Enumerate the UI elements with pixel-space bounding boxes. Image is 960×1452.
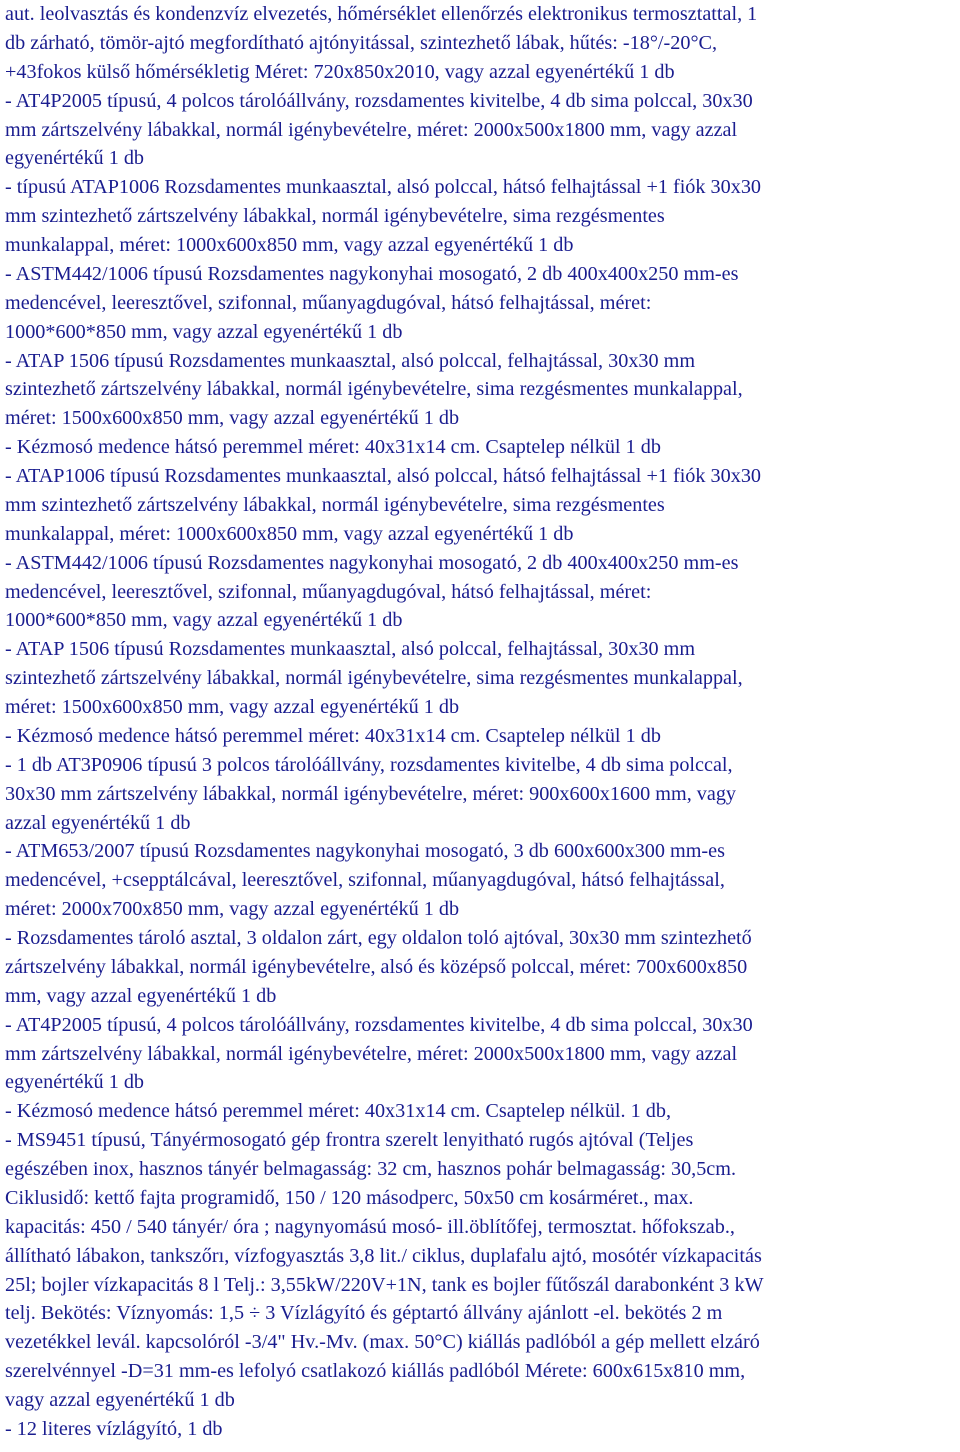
document-line: - ATM653/2007 típusú Rozsdamentes nagykonyhai mosogató, 3 db 600x600x300 mm-es xyxy=(5,840,725,863)
document-line: mm, vagy azzal egyenértékű 1 db xyxy=(5,984,277,1007)
document-line: - ATAP 1506 típusú Rozsdamentes munkaasztal, alsó polccal, felhajtással, 30x30 mm xyxy=(5,349,696,372)
document-line: medencével, leeresztővel, szifonnal, műanyagdugóval, hátsó felhajtással, méret: xyxy=(5,580,652,603)
document-line: egyenértékű 1 db xyxy=(5,147,145,170)
document-line: szintezhető zártszelvény lábakkal, normál igénybevételre, sima rezgésmentes munkalappal, xyxy=(5,667,743,690)
document-line: db zárható, tömör-ajtó megfordítható ajtónyitással, szintezhető lábak, hűtés: -18°/-20°C, xyxy=(5,31,718,54)
document-line: - Kézmosó medence hátsó peremmel méret: 40x31x14 cm. Csaptelep nélkül 1 db xyxy=(5,724,661,747)
document-line: méret: 1500x600x850 mm, vagy azzal egyenértékű 1 db xyxy=(5,696,460,718)
document-line: vezetékkel levál. kapcsolóról -3/4" Hv.-Mv. (max. 50°C) kiállás padlóból a gép mellett elzáró xyxy=(5,1331,760,1354)
document-line: - AT4P2005 típusú, 4 polcos tárolóállvány, rozsdamentes kivitelbe, 4 db sima polccal, 30x30 xyxy=(5,89,753,112)
document-line: egyenértékű 1 db xyxy=(5,1071,145,1094)
document-line: 1000*600*850 mm, vagy azzal egyenértékű 1 db xyxy=(5,320,403,343)
document-line: szerelvénnyel -D=31 mm-es lefolyó csatlakozó kiállás padlóból Mérete: 600x615x810 mm, xyxy=(5,1360,746,1383)
document-line: méret: 2000x700x850 mm, vagy azzal egyenértékű 1 db xyxy=(5,898,460,921)
document-line: Ciklusidő: kettő fajta programidő, 150 / 120 másodperc, 50x50 cm kosárméret., max. xyxy=(5,1186,694,1209)
document-line: - MS9451 típusú, Tányérmosogató gép frontra szerelt lenyitható rugós ajtóval (Teljes xyxy=(5,1129,694,1152)
document-line: +43fokos külső hőmérsékletig Méret: 720x850x2010, vagy azzal egyenértékű 1 db xyxy=(5,60,675,83)
document-line: telj. Bekötés: Víznyomás: 1,5 ÷ 3 Vízlágyító és géptartó állvány ajánlott -el. bekötés 2 m xyxy=(5,1302,723,1325)
document-line: aut. leolvasztás és kondenzvíz elvezetés, hőmérséklet ellenőrzés elektronikus termosztattal, 1 xyxy=(5,3,758,25)
document-body xyxy=(5,0,957,1444)
document-line: méret: 1500x600x850 mm, vagy azzal egyenértékű 1 db xyxy=(5,407,460,430)
document-line: munkalappal, méret: 1000x600x850 mm, vagy azzal egyenértékű 1 db xyxy=(5,234,574,256)
document-line: munkalappal, méret: 1000x600x850 mm, vagy azzal egyenértékű 1 db xyxy=(5,522,574,545)
document-line: - Rozsdamentes tároló asztal, 3 oldalon zárt, egy oldalon toló ajtóval, 30x30 mm szintezhető xyxy=(5,927,752,949)
document-line: medencével, +csepptálcával, leeresztővel, szifonnal, műanyagdugóval, hátsó felhajtással, xyxy=(5,869,725,892)
document-line: - ASTM442/1006 típusú Rozsdamentes nagykonyhai mosogató, 2 db 400x400x250 mm-es xyxy=(5,262,739,285)
document-line: - Kézmosó medence hátsó peremmel méret: 40x31x14 cm. Csaptelep nélkül 1 db xyxy=(5,436,661,459)
document-line: szintezhető zártszelvény lábakkal, normál igénybevételre, sima rezgésmentes munkalappal, xyxy=(5,378,743,401)
document-line: zártszelvény lábakkal, normál igénybevételre, alsó és középső polccal, méret: 700x600x850 xyxy=(5,955,748,978)
document-line: mm zártszelvény lábakkal, normál igénybevételre, méret: 2000x500x1800 mm, vagy azzal xyxy=(5,118,738,141)
document-line: mm szintezhető zártszelvény lábakkal, normál igénybevételre, sima rezgésmentes xyxy=(5,493,665,516)
document-line: - ASTM442/1006 típusú Rozsdamentes nagykonyhai mosogató, 2 db 400x400x250 mm-es xyxy=(5,551,739,574)
document-line: - AT4P2005 típusú, 4 polcos tárolóállvány, rozsdamentes kivitelbe, 4 db sima polccal, 30x30 xyxy=(5,1013,753,1036)
document-line: 1000*600*850 mm, vagy azzal egyenértékű 1 db xyxy=(5,609,403,632)
document-line: mm szintezhető zártszelvény lábakkal, normál igénybevételre, sima rezgésmentes xyxy=(5,205,665,228)
document-line: vagy azzal egyenértékű 1 db xyxy=(5,1389,235,1411)
document-line: medencével, leeresztővel, szifonnal, műanyagdugóval, hátsó felhajtással, méret: xyxy=(5,291,652,314)
document-line: állítható lábakon, tankszőrı, vízfogyasztás 3,8 lit./ ciklus, duplafalu ajtó, mosótér vízkapacitás xyxy=(5,1244,762,1267)
document-line: - 1 db AT3P0906 típusú 3 polcos tárolóállvány, rozsdamentes kivitelbe, 4 db sima polccal, xyxy=(5,753,733,776)
document-line: - típusú ATAP1006 Rozsdamentes munkaasztal, alsó polccal, hátsó felhajtással +1 fiók 30x30 xyxy=(5,176,762,199)
document-line: - 12 literes vízlágyító, 1 db xyxy=(5,1417,223,1440)
document-line: egészében inox, hasznos tányér belmagasság: 32 cm, hasznos pohár belmagasság: 30,5cm. xyxy=(5,1158,737,1180)
document-line: - Kézmosó medence hátsó peremmel méret: 40x31x14 cm. Csaptelep nélkül. 1 db, xyxy=(5,1100,672,1123)
document-line: - ATAP1006 típusú Rozsdamentes munkaasztal, alsó polccal, hátsó felhajtással +1 fiók 30x30 xyxy=(5,465,762,487)
document-line: mm zártszelvény lábakkal, normál igénybevételre, méret: 2000x500x1800 mm, vagy azzal xyxy=(5,1042,738,1065)
document-line: 30x30 mm zártszelvény lábakkal, normál igénybevételre, méret: 900x600x1600 mm, vagy xyxy=(5,782,737,805)
document-line: kapacitás: 450 / 540 tányér/ óra ; nagynyomású mosó- ill.öblítőfej, termosztat. hőfokszab., xyxy=(5,1215,735,1238)
document-line: - ATAP 1506 típusú Rozsdamentes munkaasztal, alsó polccal, felhajtással, 30x30 mm xyxy=(5,638,696,661)
document-line: 25l; bojler vízkapacitás 8 l Telj.: 3,55kW/220V+1N, tank es bojler fűtőszál darabonként 3 kW xyxy=(5,1273,764,1296)
document-line: azzal egyenértékű 1 db xyxy=(5,811,191,834)
